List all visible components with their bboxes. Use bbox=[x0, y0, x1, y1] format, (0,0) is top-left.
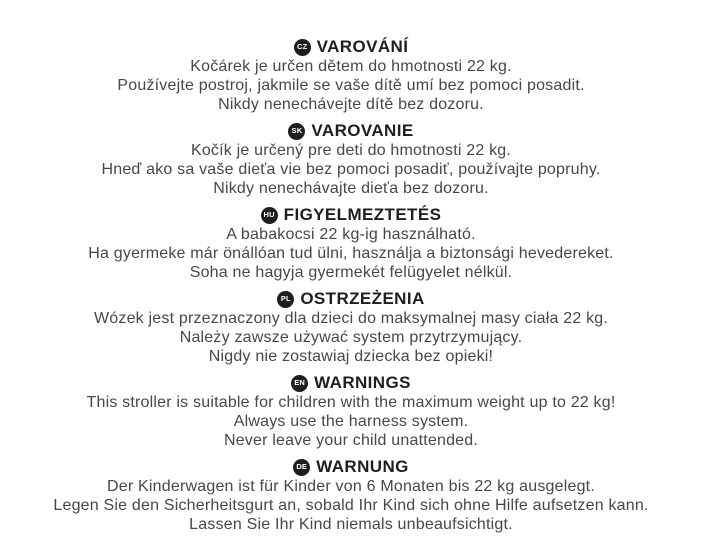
warning-line: Soha ne hagyja gyermekét felügyelet nélkül. bbox=[189, 264, 513, 281]
warning-title: VAROVÁNÍ bbox=[316, 37, 409, 56]
language-badge-label: SK bbox=[291, 126, 303, 135]
language-badge-sk-icon bbox=[288, 123, 305, 140]
warning-heading-sk bbox=[0, 121, 702, 141]
language-badge-label: EN bbox=[294, 378, 306, 387]
warning-line: Always use the harness system. bbox=[233, 413, 469, 430]
warning-section-pl bbox=[0, 289, 702, 366]
warning-line: Wózek jest przeznaczony dla dzieci do maksymalnej masy ciała 22 kg. bbox=[93, 310, 609, 327]
language-badge-label: CZ bbox=[296, 42, 308, 51]
language-badge-de-icon bbox=[293, 459, 310, 476]
warning-line: Hneď ako sa vaše dieťa vie bez pomoci posadiť, používajte popruhy. bbox=[101, 161, 601, 178]
warning-heading-cz bbox=[0, 37, 702, 57]
warning-line: This stroller is suitable for children with the maximum weight up to 22 kg! bbox=[86, 394, 616, 411]
language-badge-en-icon bbox=[291, 375, 308, 392]
warning-section-de bbox=[0, 457, 702, 534]
warning-line: Never leave your child unattended. bbox=[223, 432, 479, 449]
warning-line: Nikdy nenechávajte dieťa bez dozoru. bbox=[213, 180, 489, 197]
warning-line: Nigdy nie zostawiaj dziecka bez opieki! bbox=[208, 348, 494, 365]
warning-section-cz bbox=[0, 37, 702, 114]
language-badge-pl-icon bbox=[277, 291, 294, 308]
language-badge-hu-icon bbox=[261, 207, 278, 224]
warning-line: Kočárek je určen dětem do hmotnosti 22 kg. bbox=[190, 58, 512, 75]
language-badge-label: HU bbox=[263, 210, 275, 219]
warning-line: Nikdy nenechávejte dítě bez dozoru. bbox=[218, 96, 484, 113]
language-badge-label: PL bbox=[280, 294, 291, 303]
warning-line: Lassen Sie Ihr Kind niemals unbeaufsichtigt. bbox=[189, 516, 513, 533]
warning-heading-de bbox=[0, 457, 702, 477]
warning-title: WARNUNG bbox=[316, 457, 409, 476]
warning-line: A babakocsi 22 kg-ig használható. bbox=[226, 226, 476, 243]
warning-line: Legen Sie den Sicherheitsgurt an, sobald Ihr Kind sich ohne Hilfe aufsetzen kann. bbox=[53, 497, 649, 514]
warning-title: FIGYELMEZTETÉS bbox=[283, 205, 442, 224]
warning-line: Používejte postroj, jakmile se vaše dítě umí bez pomoci posadit. bbox=[117, 77, 585, 94]
warning-section-hu bbox=[0, 205, 702, 282]
warning-heading-hu bbox=[0, 205, 702, 225]
warning-line: Ha gyermeke már önállóan tud ülni, használja a biztonsági hevedereket. bbox=[88, 245, 614, 262]
warning-section-sk bbox=[0, 121, 702, 198]
warning-title: VAROVANIE bbox=[311, 121, 414, 140]
warning-line: Kočík je určený pre deti do hmotnosti 22 kg. bbox=[190, 142, 512, 159]
warning-heading-en bbox=[0, 373, 702, 393]
language-badge-cz-icon bbox=[294, 39, 311, 56]
warning-line: Należy zawsze używać system przytrzymujący. bbox=[179, 329, 523, 346]
warning-section-en bbox=[0, 373, 702, 450]
warning-heading-pl bbox=[0, 289, 702, 309]
language-badge-label: DE bbox=[296, 462, 308, 471]
warning-title: OSTRZEŻENIA bbox=[300, 289, 425, 308]
warning-line: Der Kinderwagen ist für Kinder von 6 Monaten bis 22 kg ausgelegt. bbox=[107, 478, 595, 495]
warning-title: WARNINGS bbox=[314, 373, 411, 392]
